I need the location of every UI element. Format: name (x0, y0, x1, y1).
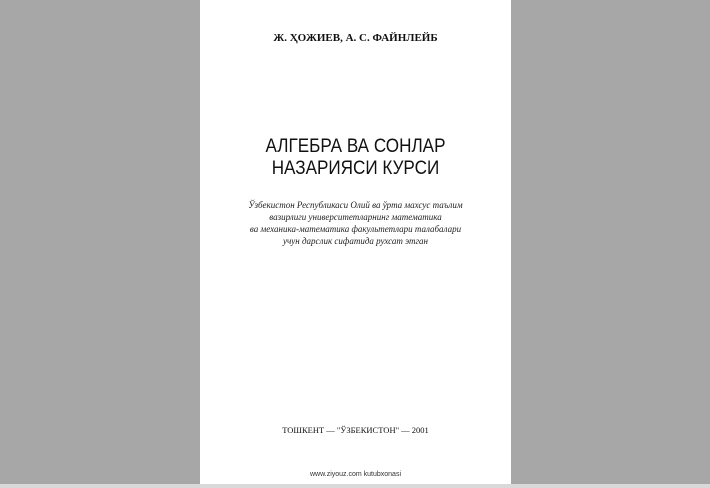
approval-note (200, 199, 511, 247)
source-watermark: www.ziyouz.com kutubxonasi (309, 471, 402, 478)
book-title (216, 136, 496, 180)
authors: Ж. ҲОЖИЕВ, А. С. ФАЙНЛЕЙБ (273, 32, 438, 44)
approval-line: ва механика-математика факультетлари талабалари (249, 224, 462, 234)
document-page (200, 0, 511, 484)
title-line: АЛГЕБРА ВА СОНЛАР (265, 136, 446, 157)
publisher-imprint: ТОШКЕНТ — "ЎЗБЕКИСТОН" — 2001 (282, 425, 429, 435)
approval-line: вазирлиги университетларнинг математика (269, 212, 442, 222)
approval-line: учун дарслик сифатида рухсат этган (283, 236, 428, 246)
viewer-bottom-bar (0, 484, 710, 488)
approval-line: Ўзбекистон Республикаси Олий ва ўрта махсус таълим (248, 200, 463, 210)
title-line: НАЗАРИЯСИ КУРСИ (271, 158, 440, 179)
